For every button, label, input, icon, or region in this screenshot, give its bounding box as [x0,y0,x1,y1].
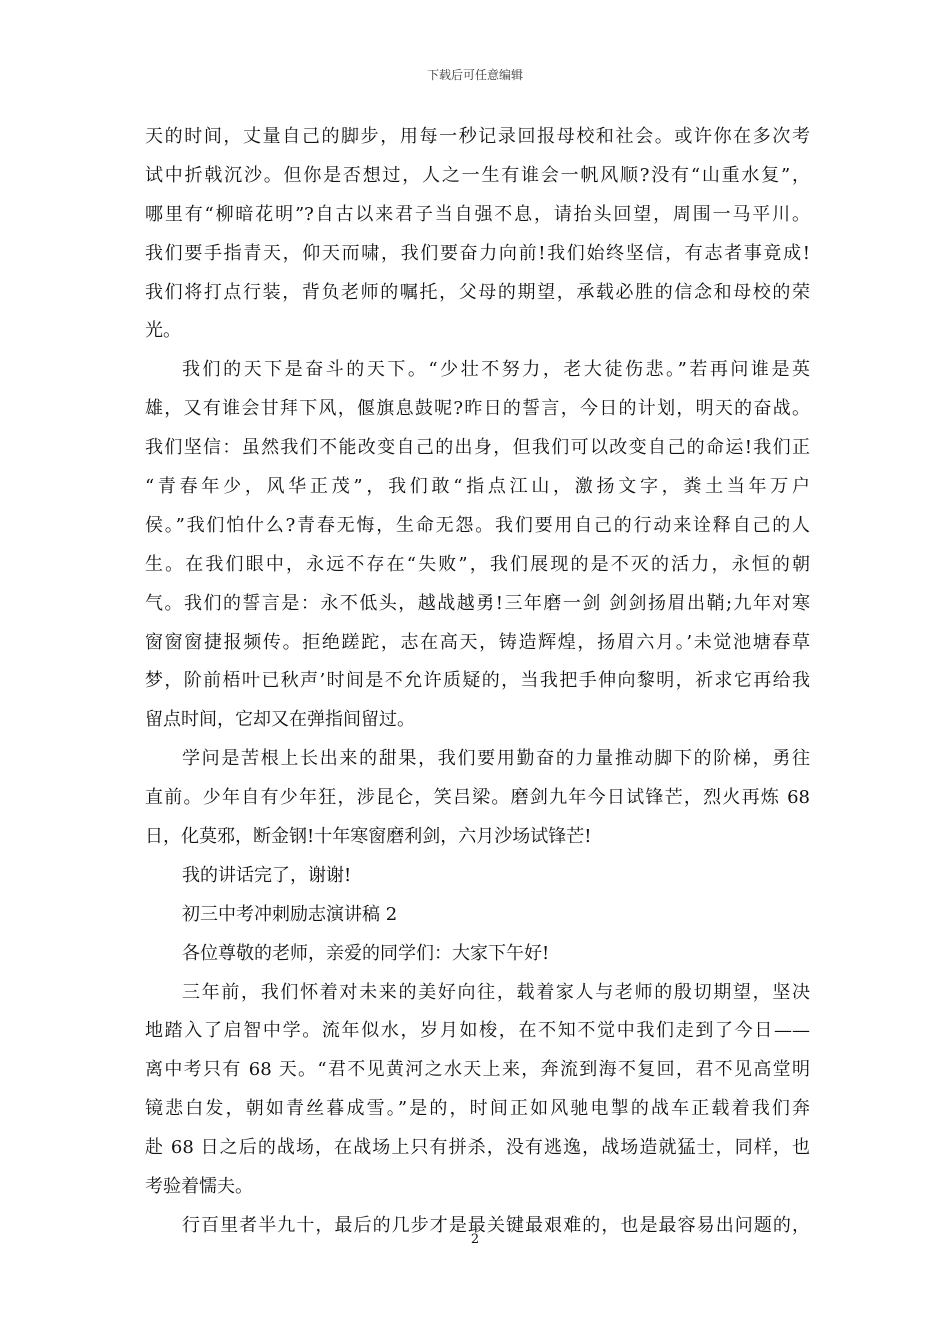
text-line: 哪里有“柳暗花明”?自古以来君子当自强不息，请抬头回望，周围一马平川。 [145,203,810,225]
paragraph-first-line: 行百里者半九十，最后的几步才是最关键最艰难的，也是最容易出问题的， [182,1214,810,1236]
text-line: 试中折戟沉沙。但你是否想过，人之一生有谁会一帆风顺?没有“山重水复”， [145,164,810,186]
text-line: 我们坚信：虽然我们不能改变自己的出身，但我们可以改变自己的命运!我们正 [145,437,810,459]
paragraph-first-line: 三年前，我们怀着对未来的美好向往，载着家人与老师的殷切期望，坚决 [182,981,810,1003]
text-line: 镜悲白发，朝如青丝暮成雪。”是的，时间正如风驰电掣的战车正载着我们奔 [145,1098,810,1120]
text-line: 侯。”我们怕什么?青春无悔，生命无怨。我们要用自己的行动来诠释自己的人 [145,514,810,536]
text-line: 生。在我们眼中，永远不存在“失败”，我们展现的是不灭的活力，永恒的朝 [145,553,810,575]
paragraph-first-line: 学问是苦根上长出来的甜果，我们要用勤奋的力量推动脚下的阶梯，勇往 [182,748,810,770]
greeting-line: 各位尊敬的老师，亲爱的同学们：大家下午好! [182,942,550,964]
text-line: 地踏入了启智中学。流年似水，岁月如梭，在不知不觉中我们走到了今日—— [145,1020,810,1042]
text-line: 留点时间，它却又在弹指间留过。 [145,709,415,731]
text-line: 赴 68 日之后的战场，在战场上只有拼杀，没有逃逸，战场造就猛士，同样，也 [145,1137,810,1159]
text-line: “青春年少，风华正茂”，我们敢“指点江山，激扬文字，粪土当年万户 [145,476,810,498]
text-line: 窗窗窗捷报频传。拒绝蹉跎，志在高天，铸造辉煌，扬眉六月。’未觉池塘春草 [145,631,810,653]
text-line: 日，化莫邪，断金钢!十年寒窗磨利剑，六月沙场试锋芒! [145,826,592,848]
text-line: 考验着懦夫。 [145,1176,253,1198]
text-line: 雄，又有谁会甘拜下风，偃旗息鼓呢?昨日的誓言，今日的计划，明天的奋战。 [145,398,810,420]
text-line: 我们要手指青天，仰天而啸，我们要奋力向前!我们始终坚信，有志者事竟成! [145,242,810,264]
section-title: 初三中考冲刺励志演讲稿 2 [182,903,398,925]
text-line: 气。我们的誓言是：永不低头，越战越勇!三年磨一剑 剑剑扬眉出鞘;九年对寒 [145,592,810,614]
closing-line: 我的讲话完了，谢谢! [182,864,352,886]
paragraph-first-line: 我们的天下是奋斗的天下。“少壮不努力，老大徒伤悲。”若再问谁是英 [182,359,810,381]
text-line: 梦，阶前梧叶已秋声’时间是不允许质疑的，当我把手伸向黎明，祈求它再给我 [145,670,810,692]
text-line: 光。 [145,320,181,342]
header-note: 下载后可任意编辑 [426,68,523,82]
text-line: 天的时间，丈量自己的脚步，用每一秒记录回报母校和社会。或许你在多次考 [145,126,810,147]
text-line: 离中考只有 68 天。“君不见黄河之水天上来，奔流到海不复回，君不见高堂明 [145,1059,810,1081]
text-line: 直前。少年自有少年狂，涉昆仑，笑吕梁。磨剑九年今日试锋芒，烈火再炼 68 [145,787,810,809]
page-number: 2 [470,1232,480,1247]
text-line: 我们将打点行装，背负老师的嘱托，父母的期望，承载必胜的信念和母校的荣 [145,281,810,303]
document-body [145,118,810,1246]
